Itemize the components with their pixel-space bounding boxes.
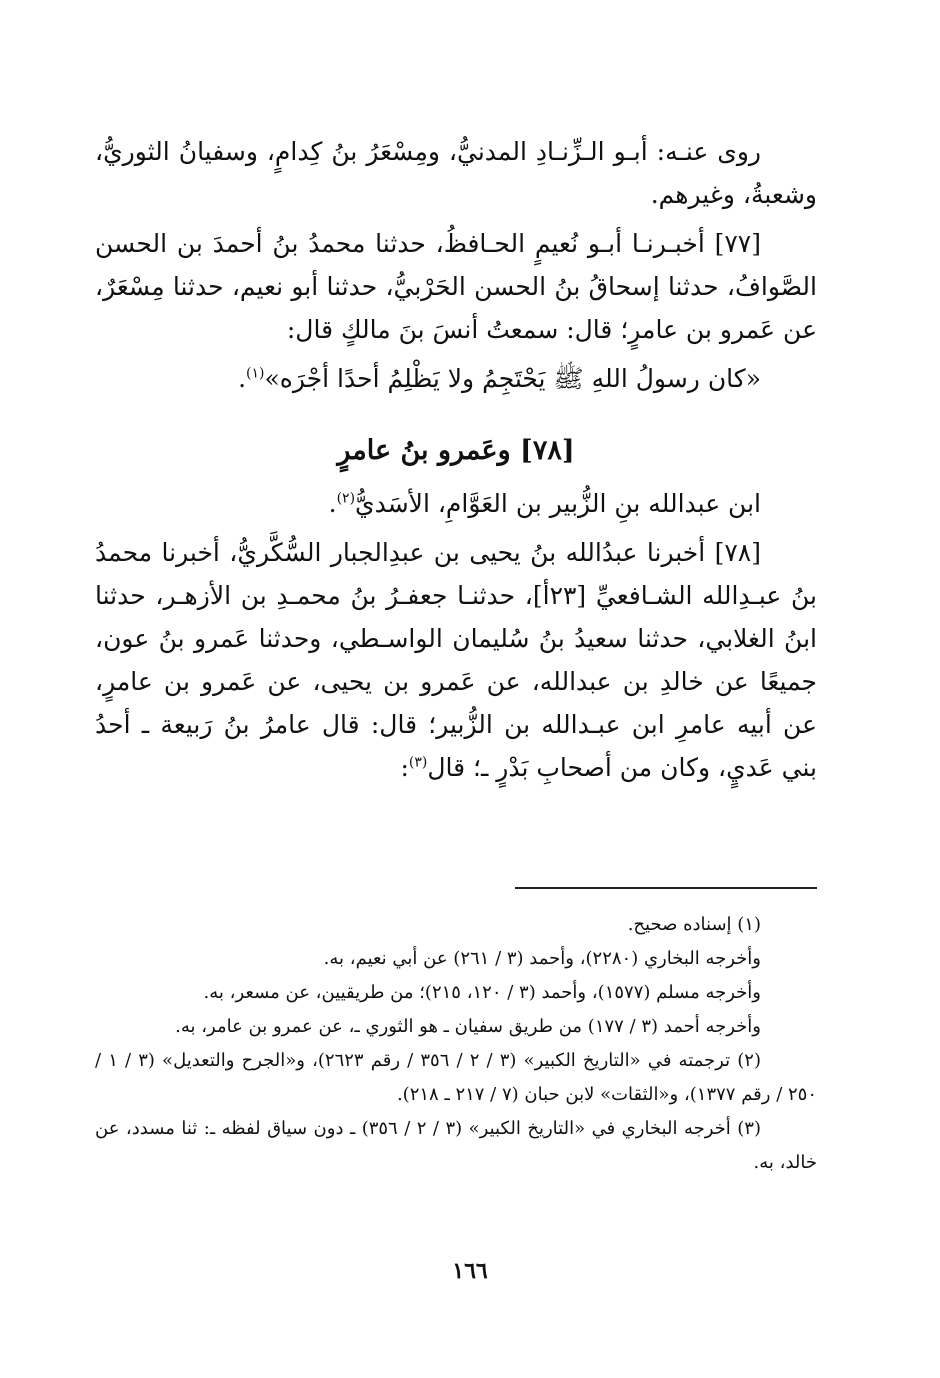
- footnote-marker-1: (١): [246, 365, 265, 382]
- lineage-line: [95, 482, 817, 525]
- main-text: [95, 130, 817, 789]
- footnote-marker-3: (٣): [408, 754, 428, 771]
- footnote-1-grade: (١) إسناده صحيح.: [627, 914, 761, 935]
- hadith-78-end: :: [400, 753, 409, 782]
- footnotes: [95, 908, 817, 1180]
- lineage-end: .: [328, 489, 337, 518]
- footnote-1-muslim: وأخرجه مسلم (١٥٧٧)، وأحمد (٣ / ١٢٠، ٢١٥)؛ من طريقيين، عن مسعر، به.: [203, 982, 761, 1003]
- footnote-separator: [515, 887, 817, 889]
- page-number: ١٦٦: [452, 1258, 488, 1284]
- hadith-77-matn: [95, 357, 817, 400]
- hadith-78-text: [٧٨] أخبرنا عبدُالله بنُ يحيى بن عبدِالجبار السُّكَّريُّ، أخبرنا محمدُ بنُ عبـدِالله الشـافعيِّ [٢٣أ]، حدثنـا جعفـرُ بنُ محمـدِ بن الأزهـر، حدثنا ابنُ الغلابي، حدثنا سعيدُ بنُ سُليمان الواسـطي، وحدثنا عَمرو بنُ عون، جميعًا عن خالدِ بن عبدالله، عن عَمرو بن يحيى، عن عَمرو بن عامرٍ، عن أبيه عامرِ ابن عبـدالله بن الزُّبير؛ قال: قال عامرُ بنُ رَبيعة ـ أحدُ بني عَديٍ، وكان من أصحابِ بَدْرٍ ـ؛ قال: [95, 538, 817, 782]
- footnote-1-ahmad: وأخرجه أحمد (٣ / ١٧٧) من طريق سفيان ـ هو الثوري ـ، عن عمرو بن عامر، به.: [175, 1016, 761, 1037]
- hadith-77-text: «كان رسولُ اللهِ ﷺ يَحْتَجِمُ ولا يَظْلِمُ أحدًا أجْرَه»: [264, 364, 761, 393]
- hadith-78-isnad: [95, 531, 817, 789]
- footnote-2: (٢) ترجمته في «التاريخ الكبير» (٣ / ٢ / ٣٥٦ / رقم ٢٦٢٣)، و«الجرح والتعديل» (٣ / ١ / ٢٥٠ / رقم ١٣٧٧)، و«الثقات» لابن حبان (٧ / ٢١٧ ـ ٢١٨).: [95, 1050, 817, 1105]
- footnote-marker-2: (٢): [336, 490, 356, 507]
- footnote-1-bukhari: وأخرجه البخاري (٢٢٨٠)، وأحمد (٣ / ٢٦١) عن أبي نعيم، به.: [323, 948, 761, 969]
- footnote-3: (٣) أخرجه البخاري في «التاريخ الكبير» (٣ / ٢ / ٣٥٦) ـ دون سياق لفظه ـ: ثنا مسدد، عن خالد، به.: [95, 1118, 817, 1173]
- hadith-77-isnad: [٧٧] أخبـرنـا أبـو نُعيمٍ الحـافظُ، حدثنا محمدُ بنُ أحمدَ بن الحسن الصَّوافُ، حدثنا إسحاقُ بنُ الحسن الحَرْبيُّ، حدثنا أبو نعيم، حدثنا مِسْعَرٌ، عن عَمرو بن عامرٍ؛ قال: سمعتُ أنسَ بنَ مالكٍ قال:: [95, 229, 817, 344]
- lineage-text: ابن عبدالله بنِ الزُّبير بن العَوَّامِ، الأسَديُّ: [355, 489, 761, 518]
- narrators-paragraph: روى عنـه: أبـو الـزِّنـادِ المدنيُّ، ومِسْعَرُ بنُ كِدامٍ، وسفيانُ الثوريُّ، وشعبةُ، وغيرهم.: [95, 137, 817, 209]
- hadith-77-end: .: [238, 364, 247, 393]
- entry-heading-78: [٧٨] وعَمرو بنُ عامرٍ: [337, 435, 575, 466]
